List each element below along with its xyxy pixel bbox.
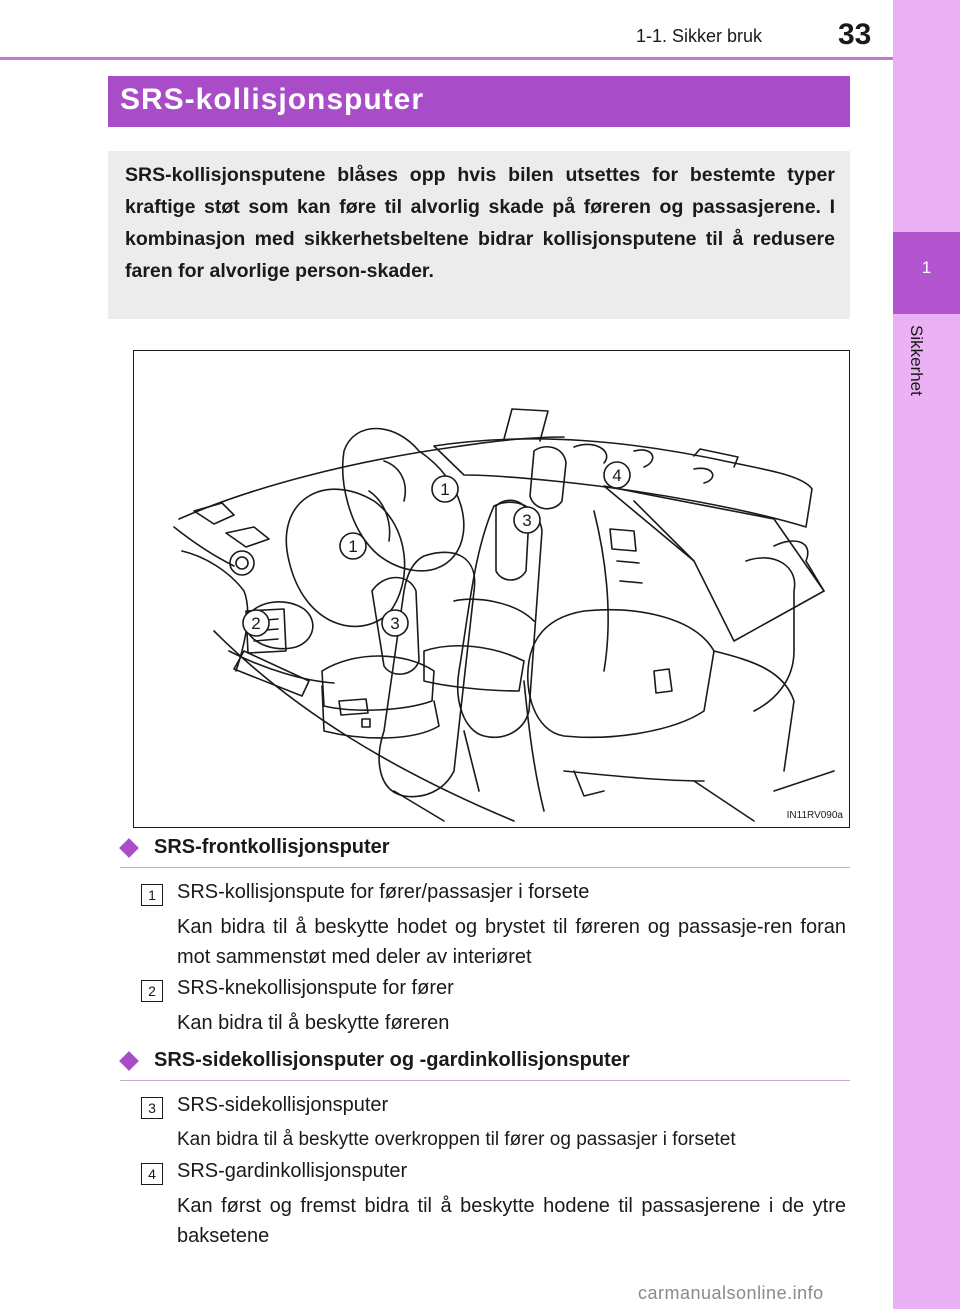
diamond-bullet-icon <box>119 1051 139 1071</box>
svg-text:4: 4 <box>612 466 622 485</box>
airbag-illustration <box>133 350 850 828</box>
sidebar-strip-top <box>893 0 960 232</box>
section-heading-front <box>120 836 850 868</box>
watermark-text: carmanualsonline.info <box>638 1283 824 1303</box>
chapter-label: Sikkerhet <box>907 325 926 396</box>
svg-text:3: 3 <box>522 511 532 530</box>
figure-code: IN11RV090a <box>786 810 843 821</box>
item-title: SRS-gardinkollisjonsputer <box>177 1160 408 1182</box>
header-section-title: 1-1. Sikker bruk <box>636 26 763 46</box>
svg-text:1: 1 <box>440 480 450 499</box>
item-description: Kan bidra til å beskytte hodet og brystet til føreren og passasje-ren foran mot sammenstøt med deler av interiøret <box>177 916 846 968</box>
intro-text: SRS-kollisjonsputene blåses opp hvis bilen utsettes for bestemte typer kraftige støt som kan føre til alvorlig skade på føreren og passasjerene. I kombinasjon med sikkerhetsbeltene bidrar kollisjonsputene til å redusere faren for alvorlige person-skader. <box>125 164 835 282</box>
item-number-badge: 3 <box>141 1097 163 1119</box>
callout-1-driver <box>340 533 366 559</box>
header-rule <box>0 57 893 60</box>
item-number-badge: 4 <box>141 1163 163 1185</box>
callout-3-passenger-side <box>514 507 540 533</box>
callout-markers <box>134 351 851 829</box>
callout-1-passenger <box>432 476 458 502</box>
chapter-number: 1 <box>921 258 932 277</box>
item-title: SRS-kollisjonspute for fører/passasjer i forsete <box>177 881 590 903</box>
item-description: Kan bidra til å beskytte overkroppen til fører og passasjer i forsetet <box>177 1129 736 1150</box>
item-description: Kan først og fremst bidra til å beskytte hodene til passasjerene i de ytre baksetene <box>177 1195 846 1247</box>
item-number-badge: 2 <box>141 980 163 1002</box>
section-heading-text: SRS-frontkollisjonsputer <box>154 836 390 858</box>
callout-4-curtain <box>604 462 630 488</box>
item-description: Kan bidra til å beskytte føreren <box>177 1012 450 1034</box>
svg-text:1: 1 <box>348 537 358 556</box>
svg-text:3: 3 <box>390 614 400 633</box>
item-title: SRS-sidekollisjonsputer <box>177 1094 389 1116</box>
callout-2-knee <box>243 610 269 636</box>
page-title: SRS-kollisjonsputer <box>120 83 425 116</box>
section-heading-side-curtain <box>120 1049 850 1081</box>
svg-text:2: 2 <box>251 614 261 633</box>
callout-3-driver-side <box>382 610 408 636</box>
page-title-bar <box>108 76 850 127</box>
section-heading-text: SRS-sidekollisjonsputer og -gardinkollisjonsputer <box>154 1049 630 1071</box>
diamond-bullet-icon <box>119 838 139 858</box>
page-number: 33 <box>838 18 872 51</box>
item-number-badge: 1 <box>141 884 163 906</box>
sidebar-strip-bottom <box>893 314 960 1309</box>
intro-box <box>108 151 850 319</box>
item-title: SRS-knekollisjonspute for fører <box>177 977 454 999</box>
